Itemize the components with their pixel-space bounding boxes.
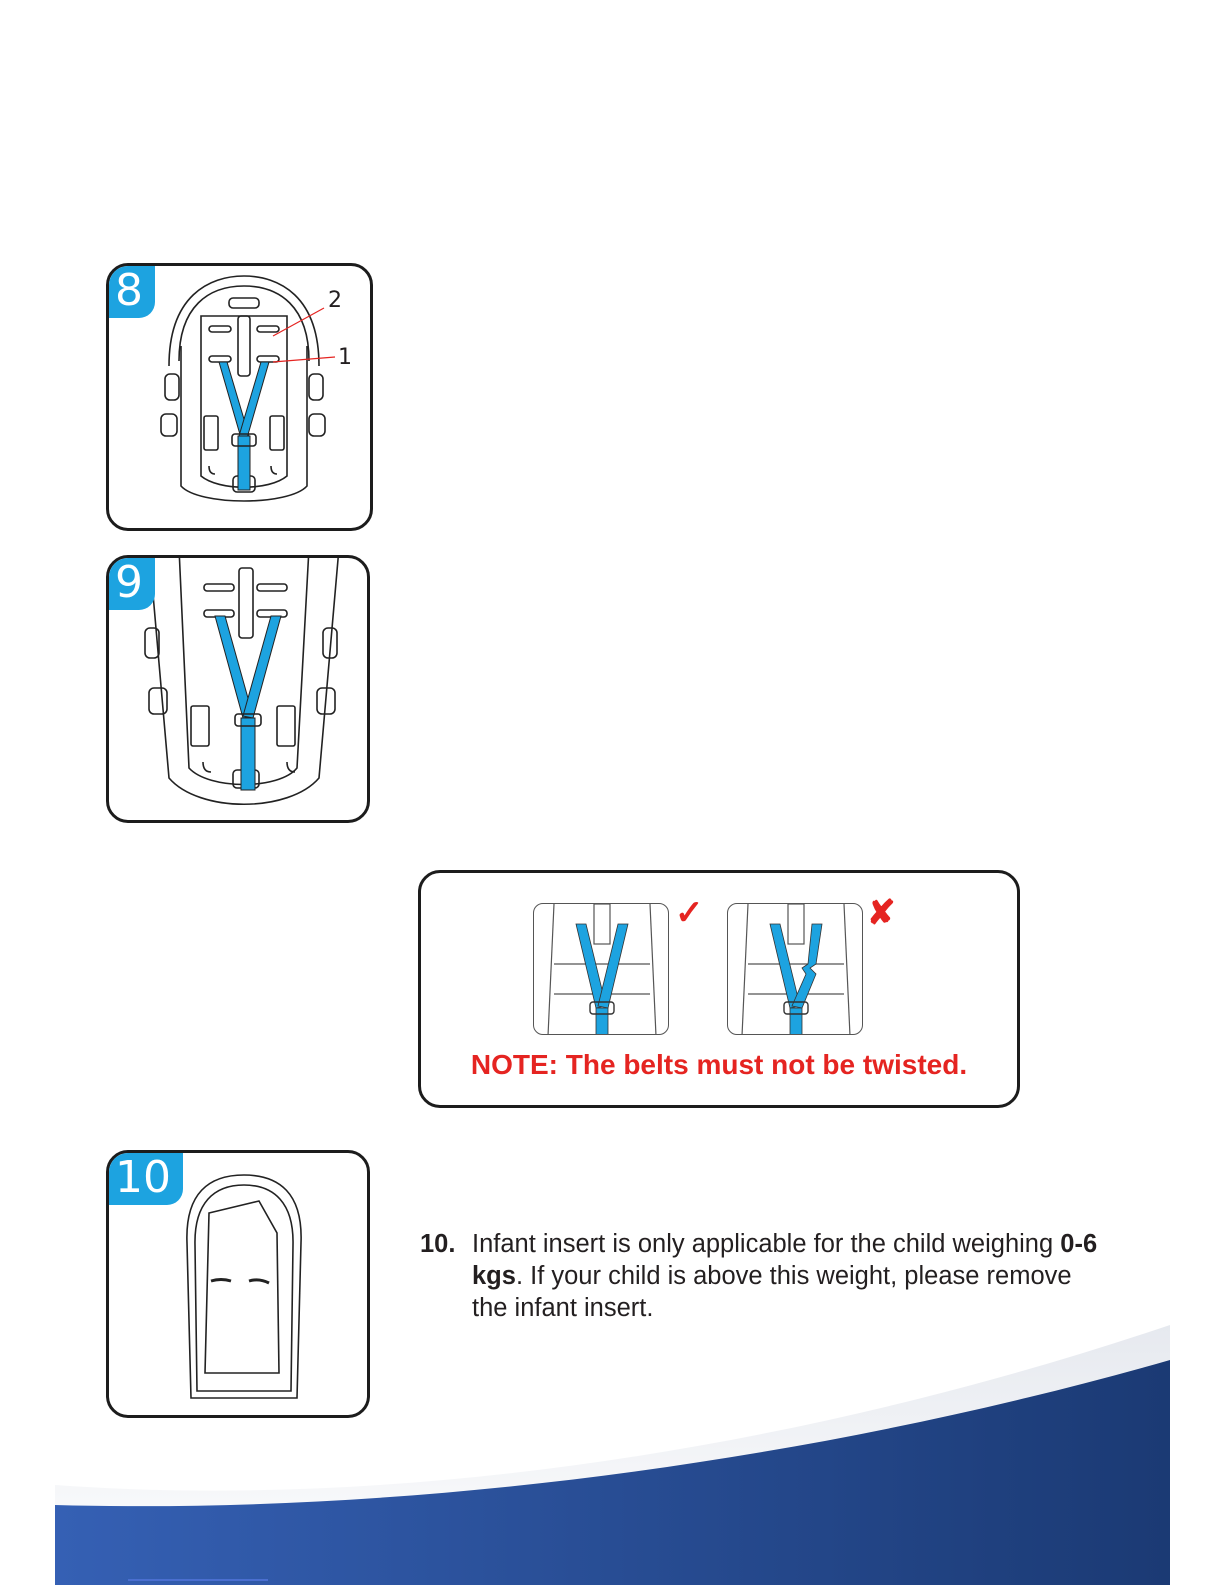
step-text-before: Infant insert is only applicable for the child weighing bbox=[472, 1230, 1061, 1258]
twisted-belt-thumbnail bbox=[727, 903, 863, 1035]
callout-label-2: 2 bbox=[328, 288, 342, 313]
figure-badge: 9 bbox=[109, 558, 155, 610]
correct-belt-thumbnail bbox=[533, 903, 669, 1035]
step-text-after: . If your child is above this weight, please remove the infant insert. bbox=[472, 1262, 1072, 1322]
figure-9-panel bbox=[106, 555, 370, 823]
figure-badge: 8 bbox=[109, 266, 155, 318]
callout-line-2 bbox=[273, 308, 324, 336]
note-box bbox=[418, 870, 1020, 1108]
figure-badge: 10 bbox=[109, 1153, 183, 1205]
check-icon: ✓ bbox=[675, 894, 704, 932]
cross-icon: ✘ bbox=[867, 894, 896, 932]
callout-line-1 bbox=[273, 357, 335, 362]
note-text: NOTE: The belts must not be twisted. bbox=[470, 1049, 968, 1080]
callout-label-1: 1 bbox=[338, 345, 352, 370]
weight-range: 0-6 kgs bbox=[472, 1230, 1098, 1290]
footer-wave bbox=[0, 1310, 1225, 1585]
step-number: 10. bbox=[420, 1230, 456, 1258]
figure-8-panel bbox=[106, 263, 373, 531]
